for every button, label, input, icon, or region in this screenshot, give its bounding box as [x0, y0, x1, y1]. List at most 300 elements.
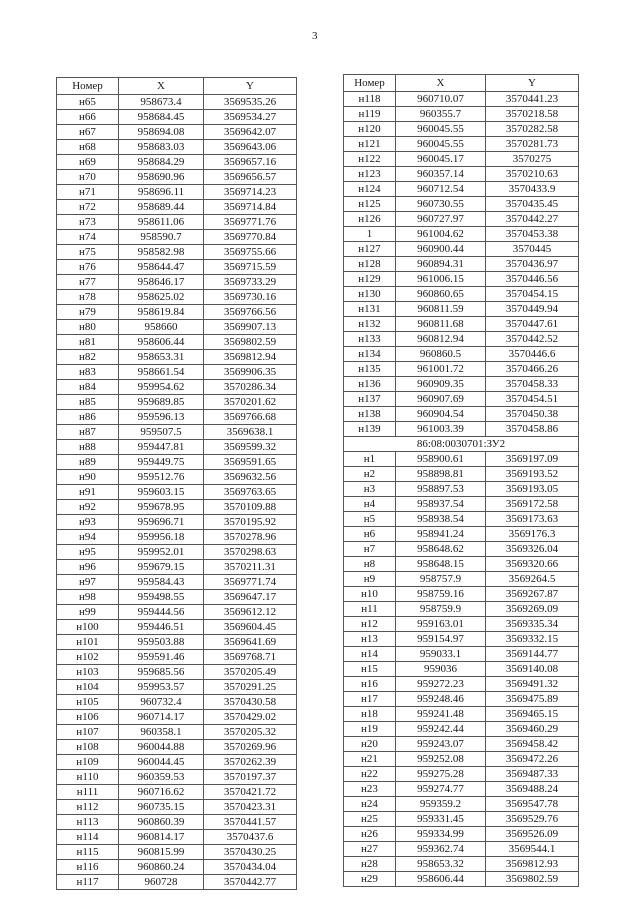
x-coordinate-cell: 960904.54 [396, 407, 486, 422]
point-number-cell: н77 [57, 275, 119, 290]
x-coordinate-cell: 959685.56 [119, 665, 204, 680]
point-number-cell: н108 [57, 740, 119, 755]
y-coordinate-cell: 3570205.32 [204, 725, 297, 740]
table-row [344, 392, 579, 407]
y-coordinate-cell: 3569802.59 [486, 872, 579, 887]
x-coordinate-cell: 960735.15 [119, 800, 204, 815]
x-coordinate-cell: 959036 [396, 662, 486, 677]
point-number-cell: н132 [344, 317, 396, 332]
x-coordinate-cell: 959507.5 [119, 425, 204, 440]
y-coordinate-cell: 3569193.05 [486, 482, 579, 497]
x-coordinate-cell: 959331.45 [396, 812, 486, 827]
x-coordinate-cell: 958582.98 [119, 245, 204, 260]
x-coordinate-cell: 959498.55 [119, 590, 204, 605]
table-row [344, 362, 579, 377]
table-row [344, 167, 579, 182]
x-coordinate-cell: 958661.54 [119, 365, 204, 380]
point-number-cell: н97 [57, 575, 119, 590]
header-y: Y [486, 75, 579, 92]
x-coordinate-cell: 959952.01 [119, 545, 204, 560]
y-coordinate-cell: 3569460.29 [486, 722, 579, 737]
y-coordinate-cell: 3569491.32 [486, 677, 579, 692]
table-row [57, 110, 297, 125]
table-row [344, 512, 579, 527]
table-row [344, 662, 579, 677]
y-coordinate-cell: 3570442.77 [204, 875, 297, 890]
x-coordinate-cell: 959603.15 [119, 485, 204, 500]
point-number-cell: н99 [57, 605, 119, 620]
table-row [57, 785, 297, 800]
x-coordinate-cell: 960811.68 [396, 317, 486, 332]
y-coordinate-cell: 3569632.56 [204, 470, 297, 485]
y-coordinate-cell: 3569714.84 [204, 200, 297, 215]
x-coordinate-cell: 959591.46 [119, 650, 204, 665]
point-number-cell: н128 [344, 257, 396, 272]
table-row [57, 350, 297, 365]
table-row [344, 542, 579, 557]
x-coordinate-cell: 959252.08 [396, 752, 486, 767]
y-coordinate-cell: 3570211.31 [204, 560, 297, 575]
x-coordinate-cell: 959033.1 [396, 647, 486, 662]
table-row [344, 467, 579, 482]
table-row [57, 170, 297, 185]
table-row [344, 257, 579, 272]
point-number-cell: н8 [344, 557, 396, 572]
x-coordinate-cell: 959154.97 [396, 632, 486, 647]
x-coordinate-cell: 959274.77 [396, 782, 486, 797]
point-number-cell: н118 [344, 92, 396, 107]
y-coordinate-cell: 3570433.9 [486, 182, 579, 197]
table-row [344, 317, 579, 332]
y-coordinate-cell: 3570201.62 [204, 395, 297, 410]
x-coordinate-cell: 958648.15 [396, 557, 486, 572]
table-row [344, 302, 579, 317]
point-number-cell: н66 [57, 110, 119, 125]
x-coordinate-cell: 959503.88 [119, 635, 204, 650]
x-coordinate-cell: 960357.14 [396, 167, 486, 182]
point-number-cell: н4 [344, 497, 396, 512]
point-number-cell: н120 [344, 122, 396, 137]
x-coordinate-cell: 959449.75 [119, 455, 204, 470]
x-coordinate-cell: 959444.56 [119, 605, 204, 620]
point-number-cell: н71 [57, 185, 119, 200]
y-coordinate-cell: 3569638.1 [204, 425, 297, 440]
y-coordinate-cell: 3569768.71 [204, 650, 297, 665]
point-number-cell: н84 [57, 380, 119, 395]
y-coordinate-cell: 3569766.68 [204, 410, 297, 425]
y-coordinate-cell: 3570197.37 [204, 770, 297, 785]
table-row [344, 587, 579, 602]
point-number-cell: н105 [57, 695, 119, 710]
point-number-cell: н95 [57, 545, 119, 560]
x-coordinate-cell: 958644.47 [119, 260, 204, 275]
x-coordinate-cell: 960900.44 [396, 242, 486, 257]
y-coordinate-cell: 3569176.3 [486, 527, 579, 542]
point-number-cell: н90 [57, 470, 119, 485]
point-number-cell: н14 [344, 647, 396, 662]
y-coordinate-cell: 3570436.97 [486, 257, 579, 272]
table-row [344, 482, 579, 497]
x-coordinate-cell: 958590.7 [119, 230, 204, 245]
point-number-cell: н22 [344, 767, 396, 782]
table-row [57, 290, 297, 305]
table-row [57, 605, 297, 620]
point-number-cell: н130 [344, 287, 396, 302]
point-number-cell: н73 [57, 215, 119, 230]
x-coordinate-cell: 958897.53 [396, 482, 486, 497]
x-coordinate-cell: 961004.62 [396, 227, 486, 242]
table-row [344, 782, 579, 797]
x-coordinate-cell: 960716.62 [119, 785, 204, 800]
y-coordinate-cell: 3569771.76 [204, 215, 297, 230]
point-number-cell: н29 [344, 872, 396, 887]
table-row [344, 557, 579, 572]
y-coordinate-cell: 3570441.23 [486, 92, 579, 107]
y-coordinate-cell: 3569755.66 [204, 245, 297, 260]
table-row [57, 545, 297, 560]
x-coordinate-cell: 958689.44 [119, 200, 204, 215]
table-row [57, 530, 297, 545]
point-number-cell: н88 [57, 440, 119, 455]
y-coordinate-cell: 3570442.52 [486, 332, 579, 347]
table-row [57, 860, 297, 875]
point-number-cell: н76 [57, 260, 119, 275]
x-coordinate-cell: 958690.96 [119, 170, 204, 185]
y-coordinate-cell: 3569264.5 [486, 572, 579, 587]
y-coordinate-cell: 3569544.1 [486, 842, 579, 857]
table-row [344, 812, 579, 827]
table-row [344, 842, 579, 857]
point-number-cell: н80 [57, 320, 119, 335]
y-coordinate-cell: 3569733.29 [204, 275, 297, 290]
point-number-cell: н117 [57, 875, 119, 890]
y-coordinate-cell: 3569657.16 [204, 155, 297, 170]
y-coordinate-cell: 3569458.42 [486, 737, 579, 752]
y-coordinate-cell: 3570423.31 [204, 800, 297, 815]
x-coordinate-cell: 958759.9 [396, 602, 486, 617]
x-coordinate-cell: 960045.55 [396, 137, 486, 152]
x-coordinate-cell: 960727.97 [396, 212, 486, 227]
y-coordinate-cell: 3570262.39 [204, 755, 297, 770]
y-coordinate-cell: 3570278.96 [204, 530, 297, 545]
table-row [57, 155, 297, 170]
point-number-cell: н26 [344, 827, 396, 842]
x-coordinate-cell: 958684.29 [119, 155, 204, 170]
point-number-cell: н86 [57, 410, 119, 425]
y-coordinate-cell: 3570447.61 [486, 317, 579, 332]
point-number-cell: н28 [344, 857, 396, 872]
table-row [344, 827, 579, 842]
y-coordinate-cell: 3569144.77 [486, 647, 579, 662]
table-row [57, 395, 297, 410]
x-coordinate-cell: 959163.01 [396, 617, 486, 632]
y-coordinate-cell: 3569642.07 [204, 125, 297, 140]
y-coordinate-cell: 3569269.09 [486, 602, 579, 617]
table-header-row [344, 75, 579, 92]
point-number-cell: н78 [57, 290, 119, 305]
point-number-cell: н113 [57, 815, 119, 830]
table-row [57, 680, 297, 695]
point-number-cell: н2 [344, 467, 396, 482]
table-row [57, 755, 297, 770]
table-row [344, 347, 579, 362]
point-number-cell: н72 [57, 200, 119, 215]
point-number-cell: н119 [344, 107, 396, 122]
y-coordinate-cell: 3569320.66 [486, 557, 579, 572]
table-row [344, 107, 579, 122]
point-number-cell: н109 [57, 755, 119, 770]
point-number-cell: н16 [344, 677, 396, 692]
x-coordinate-cell: 960712.54 [396, 182, 486, 197]
point-number-cell: н102 [57, 650, 119, 665]
table-header-row [57, 78, 297, 95]
table-row [57, 815, 297, 830]
x-coordinate-cell: 960860.39 [119, 815, 204, 830]
table-row [57, 620, 297, 635]
point-number-cell: н12 [344, 617, 396, 632]
point-number-cell: н96 [57, 560, 119, 575]
header-y: Y [204, 78, 297, 95]
section-label: 86:08:0030701:ЗУ2 [344, 437, 579, 452]
x-coordinate-cell: 960814.17 [119, 830, 204, 845]
y-coordinate-cell: 3570446.6 [486, 347, 579, 362]
table-row [57, 410, 297, 425]
table-row [57, 275, 297, 290]
x-coordinate-cell: 959953.57 [119, 680, 204, 695]
point-number-cell: 1 [344, 227, 396, 242]
x-coordinate-cell: 958653.32 [396, 857, 486, 872]
y-coordinate-cell: 3570450.38 [486, 407, 579, 422]
point-number-cell: н18 [344, 707, 396, 722]
point-number-cell: н101 [57, 635, 119, 650]
table-row [344, 182, 579, 197]
table-row [57, 575, 297, 590]
y-coordinate-cell: 3570429.02 [204, 710, 297, 725]
y-coordinate-cell: 3569193.52 [486, 467, 579, 482]
x-coordinate-cell: 960812.94 [396, 332, 486, 347]
table-row [57, 695, 297, 710]
table-row [344, 707, 579, 722]
y-coordinate-cell: 3569907.13 [204, 320, 297, 335]
y-coordinate-cell: 3570466.26 [486, 362, 579, 377]
table-row [344, 677, 579, 692]
point-number-cell: н98 [57, 590, 119, 605]
y-coordinate-cell: 3569488.24 [486, 782, 579, 797]
table-row [344, 92, 579, 107]
point-number-cell: н21 [344, 752, 396, 767]
point-number-cell: н138 [344, 407, 396, 422]
point-number-cell: н131 [344, 302, 396, 317]
x-coordinate-cell: 960811.59 [396, 302, 486, 317]
table-row [57, 710, 297, 725]
point-number-cell: н87 [57, 425, 119, 440]
table-row [344, 737, 579, 752]
table-row [344, 722, 579, 737]
table-row [57, 305, 297, 320]
point-number-cell: н1 [344, 452, 396, 467]
table-row [344, 527, 579, 542]
point-number-cell: н124 [344, 182, 396, 197]
x-coordinate-cell: 959678.95 [119, 500, 204, 515]
y-coordinate-cell: 3569197.09 [486, 452, 579, 467]
point-number-cell: н122 [344, 152, 396, 167]
table-row [344, 767, 579, 782]
x-coordinate-cell: 960860.65 [396, 287, 486, 302]
point-number-cell: н123 [344, 167, 396, 182]
header-x: X [119, 78, 204, 95]
x-coordinate-cell: 959242.44 [396, 722, 486, 737]
point-number-cell: н9 [344, 572, 396, 587]
x-coordinate-cell: 958648.62 [396, 542, 486, 557]
table-row [344, 602, 579, 617]
y-coordinate-cell: 3570441.57 [204, 815, 297, 830]
point-number-cell: н133 [344, 332, 396, 347]
point-number-cell: н85 [57, 395, 119, 410]
table-row [57, 500, 297, 515]
table-row [57, 125, 297, 140]
y-coordinate-cell: 3569771.74 [204, 575, 297, 590]
table-row [344, 452, 579, 467]
point-number-cell: н15 [344, 662, 396, 677]
table-row [57, 800, 297, 815]
y-coordinate-cell: 3569714.23 [204, 185, 297, 200]
y-coordinate-cell: 3570454.15 [486, 287, 579, 302]
table-row [344, 617, 579, 632]
coordinates-table-left [56, 77, 297, 890]
x-coordinate-cell: 961001.72 [396, 362, 486, 377]
point-number-cell: н27 [344, 842, 396, 857]
point-number-cell: н137 [344, 392, 396, 407]
point-number-cell: н127 [344, 242, 396, 257]
header-number: Номер [57, 78, 119, 95]
y-coordinate-cell: 3569472.26 [486, 752, 579, 767]
table-row [57, 485, 297, 500]
header-x: X [396, 75, 486, 92]
point-number-cell: н67 [57, 125, 119, 140]
point-number-cell: н25 [344, 812, 396, 827]
y-coordinate-cell: 3569487.33 [486, 767, 579, 782]
y-coordinate-cell: 3570449.94 [486, 302, 579, 317]
table-row [344, 152, 579, 167]
y-coordinate-cell: 3570275 [486, 152, 579, 167]
point-number-cell: н79 [57, 305, 119, 320]
x-coordinate-cell: 959956.18 [119, 530, 204, 545]
y-coordinate-cell: 3569906.35 [204, 365, 297, 380]
table-row [344, 692, 579, 707]
y-coordinate-cell: 3570454.51 [486, 392, 579, 407]
x-coordinate-cell: 959275.28 [396, 767, 486, 782]
table-row [344, 422, 579, 437]
x-coordinate-cell: 960815.99 [119, 845, 204, 860]
y-coordinate-cell: 3569812.94 [204, 350, 297, 365]
x-coordinate-cell: 958653.31 [119, 350, 204, 365]
page-number: 3 [312, 30, 318, 42]
x-coordinate-cell: 959243.07 [396, 737, 486, 752]
table-row [344, 332, 579, 347]
point-number-cell: н136 [344, 377, 396, 392]
y-coordinate-cell: 3569647.17 [204, 590, 297, 605]
x-coordinate-cell: 960894.31 [396, 257, 486, 272]
y-coordinate-cell: 3570434.04 [204, 860, 297, 875]
y-coordinate-cell: 3569599.32 [204, 440, 297, 455]
y-coordinate-cell: 3569465.15 [486, 707, 579, 722]
y-coordinate-cell: 3570445 [486, 242, 579, 257]
point-number-cell: н116 [57, 860, 119, 875]
y-coordinate-cell: 3570282.58 [486, 122, 579, 137]
y-coordinate-cell: 3569547.78 [486, 797, 579, 812]
x-coordinate-cell: 958898.81 [396, 467, 486, 482]
point-number-cell: н107 [57, 725, 119, 740]
point-number-cell: н129 [344, 272, 396, 287]
table-row [344, 752, 579, 767]
table-row [344, 242, 579, 257]
x-coordinate-cell: 960714.17 [119, 710, 204, 725]
point-number-cell: н121 [344, 137, 396, 152]
y-coordinate-cell: 3570442.27 [486, 212, 579, 227]
x-coordinate-cell: 961003.39 [396, 422, 486, 437]
table-row [57, 740, 297, 755]
x-coordinate-cell: 959446.51 [119, 620, 204, 635]
point-number-cell: н11 [344, 602, 396, 617]
table-row [57, 365, 297, 380]
y-coordinate-cell: 3569475.89 [486, 692, 579, 707]
x-coordinate-cell: 959696.71 [119, 515, 204, 530]
y-coordinate-cell: 3570286.34 [204, 380, 297, 395]
coordinates-table-right [343, 74, 579, 887]
point-number-cell: н17 [344, 692, 396, 707]
table-row [57, 185, 297, 200]
x-coordinate-cell: 958938.54 [396, 512, 486, 527]
y-coordinate-cell: 3569535.26 [204, 95, 297, 110]
point-number-cell: н75 [57, 245, 119, 260]
point-number-cell: н6 [344, 527, 396, 542]
y-coordinate-cell: 3569604.45 [204, 620, 297, 635]
table-row [344, 212, 579, 227]
table-row [57, 245, 297, 260]
point-number-cell: н126 [344, 212, 396, 227]
point-number-cell: н3 [344, 482, 396, 497]
x-coordinate-cell: 959362.74 [396, 842, 486, 857]
x-coordinate-cell: 960710.07 [396, 92, 486, 107]
point-number-cell: н68 [57, 140, 119, 155]
x-coordinate-cell: 959596.13 [119, 410, 204, 425]
table-row [57, 830, 297, 845]
x-coordinate-cell: 960359.53 [119, 770, 204, 785]
point-number-cell: н94 [57, 530, 119, 545]
table-row [57, 320, 297, 335]
y-coordinate-cell: 3569173.63 [486, 512, 579, 527]
x-coordinate-cell: 958646.17 [119, 275, 204, 290]
point-number-cell: н23 [344, 782, 396, 797]
table-row [57, 635, 297, 650]
table-row [57, 455, 297, 470]
table-row [57, 425, 297, 440]
y-coordinate-cell: 3570210.63 [486, 167, 579, 182]
y-coordinate-cell: 3570298.63 [204, 545, 297, 560]
y-coordinate-cell: 3570421.72 [204, 785, 297, 800]
x-coordinate-cell: 958683.03 [119, 140, 204, 155]
point-number-cell: н65 [57, 95, 119, 110]
table-row [57, 215, 297, 230]
table-row [344, 572, 579, 587]
point-number-cell: н125 [344, 197, 396, 212]
y-coordinate-cell: 3569612.12 [204, 605, 297, 620]
x-coordinate-cell: 960909.35 [396, 377, 486, 392]
point-number-cell: н115 [57, 845, 119, 860]
x-coordinate-cell: 960907.69 [396, 392, 486, 407]
point-number-cell: н106 [57, 710, 119, 725]
point-number-cell: н82 [57, 350, 119, 365]
